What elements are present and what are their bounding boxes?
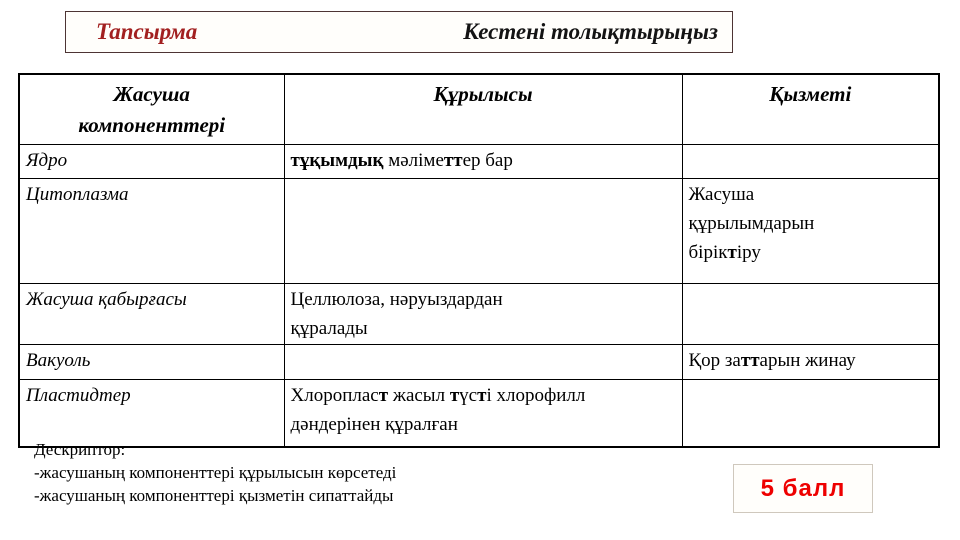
cell-component-2: Жасуша қабырғасы: [19, 283, 284, 344]
score-box: [733, 464, 873, 513]
table-row-1: [19, 178, 939, 283]
title-label: Тапсырма: [96, 19, 198, 44]
column-header-text-2: Қызметі: [769, 82, 852, 106]
column-header-0: [19, 74, 284, 144]
table-row-2: [19, 283, 939, 344]
cell-text-function-1: Жасуша құрылымдарын біріктіру: [688, 183, 815, 263]
cell-text-structure-0: тұқымдық мәліметтер бар: [290, 149, 513, 171]
cell-function-2: [682, 283, 939, 344]
cell-component-1: Цитоплазма: [19, 178, 284, 283]
cell-structure-0: [284, 144, 682, 178]
table-row-0: [19, 144, 939, 178]
cell-structure-4: [284, 379, 682, 447]
descriptor-block: [34, 438, 396, 507]
column-header-text-0: Жасуша компоненттері: [78, 82, 226, 137]
cell-structure-2: [284, 283, 682, 344]
cell-text-structure-2: Целлюлоза, нәруыздардан құралады: [290, 288, 503, 339]
descriptor-heading: Дескриптор:: [34, 440, 126, 459]
cell-component-3: Вакуоль: [19, 344, 284, 379]
score-label: 5 балл: [760, 474, 846, 502]
descriptor-item-1: -жасушаның компоненттері қызметін сипаттайды: [34, 486, 394, 505]
cell-text-structure-4: Хлоропласт жасыл түсті хлорофилл дәндерінен құралған: [290, 384, 586, 435]
table-row-3: [19, 344, 939, 379]
cell-component-4: Пластидтер: [19, 379, 284, 447]
table-header-row: [19, 74, 939, 144]
column-header-1: [284, 74, 682, 144]
cell-function-1: [682, 178, 939, 283]
table-head: [19, 74, 939, 144]
title-task: Кестені толықтырыңыз: [463, 19, 718, 44]
table-row-4: [19, 379, 939, 447]
table-wrapper: [18, 73, 940, 448]
cell-text-function-3: Қор заттарын жинау: [688, 349, 856, 371]
column-header-2: [682, 74, 939, 144]
cell-function-3: [682, 344, 939, 379]
cell-function-0: [682, 144, 939, 178]
table-body: [19, 144, 939, 447]
content-table: [18, 73, 940, 448]
cell-component-0: Ядро: [19, 144, 284, 178]
cell-function-4: [682, 379, 939, 447]
cell-structure-1: [284, 178, 682, 283]
cell-structure-3: [284, 344, 682, 379]
column-header-text-1: Құрылысы: [433, 82, 533, 106]
descriptor-item-0: -жасушаның компоненттері құрылысын көрсетеді: [34, 463, 397, 482]
title-box: [65, 11, 733, 53]
